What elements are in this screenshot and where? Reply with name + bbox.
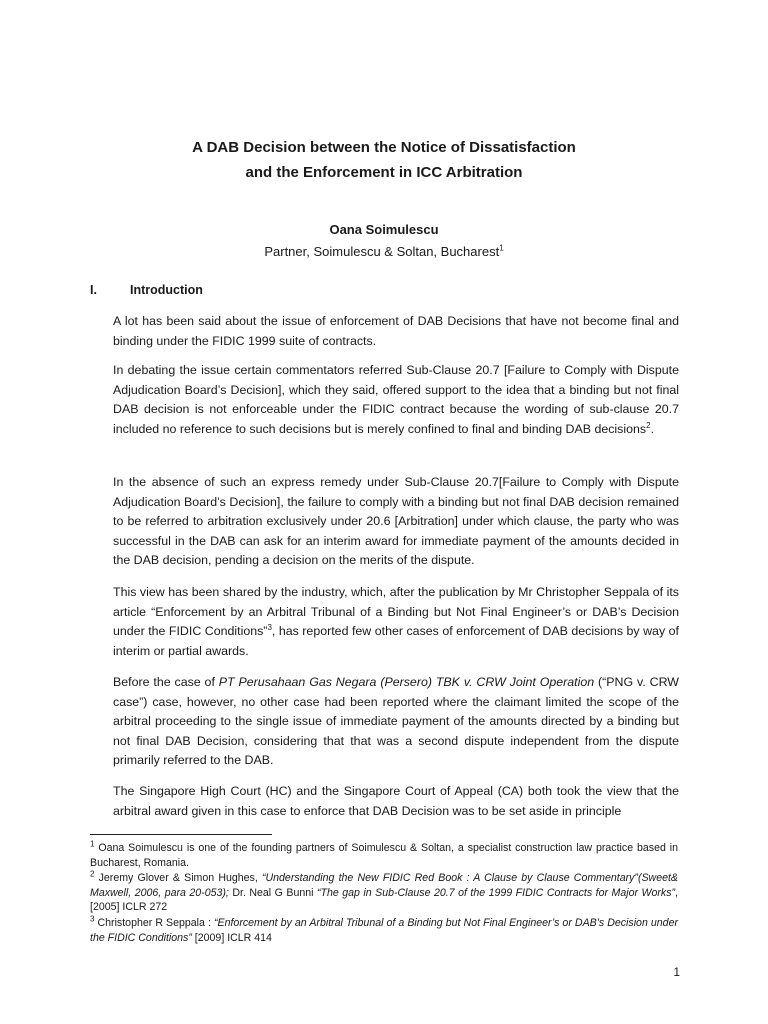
- footnote-ref-1: 1: [499, 243, 504, 253]
- document-title-line-2: and the Enforcement in ICC Arbitration: [245, 164, 523, 181]
- footnote-2-text-c: , [2005] ICLR 272: [90, 886, 678, 913]
- case-name: PT Perusahaan Gas Negara (Persero) TBK v. CRW Joint Operation: [218, 675, 595, 689]
- paragraph-5-text-a: Before the case of: [113, 675, 219, 689]
- affiliation-text: Partner, Soimulescu & Soltan, Bucharest: [264, 244, 500, 259]
- footnote-1-text: Oana Soimulescu is one of the founding partners of Soimulescu & Soltan, a specialist construction law practice based in Bucharest, Romania.: [90, 842, 678, 869]
- paragraph-3: In the absence of such an express remedy under Sub-Clause 20.7[Failure to Comply with Dispute Adjudication Board’s Decision], the failure to comply with a binding but not final DAB decision remained to be referred to arbitration exclusively under 20.6 [Arbitration] under which clause, the party who was successful in the DAB can ask for an interim award for immediate payment of the amounts decided in the DAB decision, pending a decision on the merits of the dispute.: [113, 475, 679, 567]
- footnote-separator: [90, 834, 272, 835]
- footnote-2-text-b: Dr. Neal G Bunni: [228, 886, 317, 899]
- paragraph-1: A lot has been said about the issue of enforcement of DAB Decisions that have not become final and binding under the FIDIC 1999 suite of contracts.: [113, 314, 679, 348]
- footnote-2-italic-2: “The gap in Sub-Clause 20.7 of the 1999 FIDIC Contracts for Major Works”: [316, 886, 676, 899]
- paragraph-4: [113, 583, 679, 661]
- footnote-3-text-a: Christopher R Seppala :: [94, 917, 214, 929]
- page-number: 1: [673, 965, 680, 979]
- paragraph-2: [113, 361, 679, 439]
- footnote-2: [90, 871, 678, 915]
- paragraph-2-text: In debating the issue certain commentators referred Sub-Clause 20.7 [Failure to Comply with Dispute Adjudication Board’s Decision], which they said, offered support to the idea that a binding but not final DAB decision is not enforceable under the FIDIC contract because the wording of sub-clause 20.7 included no reference to such decisions but is merely confined to final and binding DAB decisions: [113, 363, 679, 436]
- section-number: I.: [90, 283, 97, 297]
- footnote-3: [90, 916, 678, 945]
- footnote-3-italic: “Enforcement by an Arbitral Tribunal of a Binding but Not Final Engineer’s or DAB’s Decision under the FIDIC Conditions”: [90, 917, 678, 944]
- paragraph-4-text-b: , has reported few other cases of enforcement of DAB decisions by way of interim or partial awards.: [113, 624, 679, 658]
- paragraph-4-text-a: This view has been shared by the industry, which, after the publication by Mr Christopher Seppala of its article “Enforcement by an Arbitral Tribunal of a Binding but Not Final Engineer’s or DAB’s Decision under the FIDIC Conditions”: [113, 585, 679, 638]
- footnote-3-text-b: [2009] ICLR 414: [191, 931, 272, 944]
- footnote-2-italic-1: “Understanding the New FIDIC Red Book : A Clause by Clause Commentary”(Sweet& Maxwell, 2006, para 20-053);: [90, 872, 678, 899]
- paragraph-5: [113, 673, 679, 771]
- section-heading: [90, 280, 590, 300]
- paragraph-2-end: .: [650, 421, 655, 436]
- footnote-1: [90, 841, 678, 870]
- footnote-1-mark: 1: [90, 839, 95, 849]
- footnote-ref-3: 3: [267, 622, 272, 632]
- author-name: Oana Soimulescu: [329, 222, 439, 237]
- document-title-line-1: A DAB Decision between the Notice of Dissatisfaction: [192, 139, 576, 156]
- author-affiliation: [0, 242, 768, 262]
- paragraph-5-text-b: (“PNG v. CRW case”) case, however, no other case had been reported where the claimant limited the scope of the arbitral proceeding to the single issue of immediate payment of the amounts directed by a binding but not final DAB Decision, considering that that was a second dispute independent from the dispute primarily referred to the DAB.: [113, 675, 679, 767]
- footnote-2-mark: 2: [90, 869, 95, 879]
- section-title: Introduction: [130, 283, 203, 297]
- paragraph-6: The Singapore High Court (HC) and the Singapore Court of Appeal (CA) both took the view that the arbitral award given in this case to enforce that DAB Decision was to be set aside in principle: [113, 784, 679, 818]
- footnote-3-mark: 3: [90, 914, 95, 924]
- footnote-2-text-a: Jeremy Glover & Simon Hughes,: [94, 872, 262, 884]
- footnote-ref-2: 2: [646, 420, 651, 430]
